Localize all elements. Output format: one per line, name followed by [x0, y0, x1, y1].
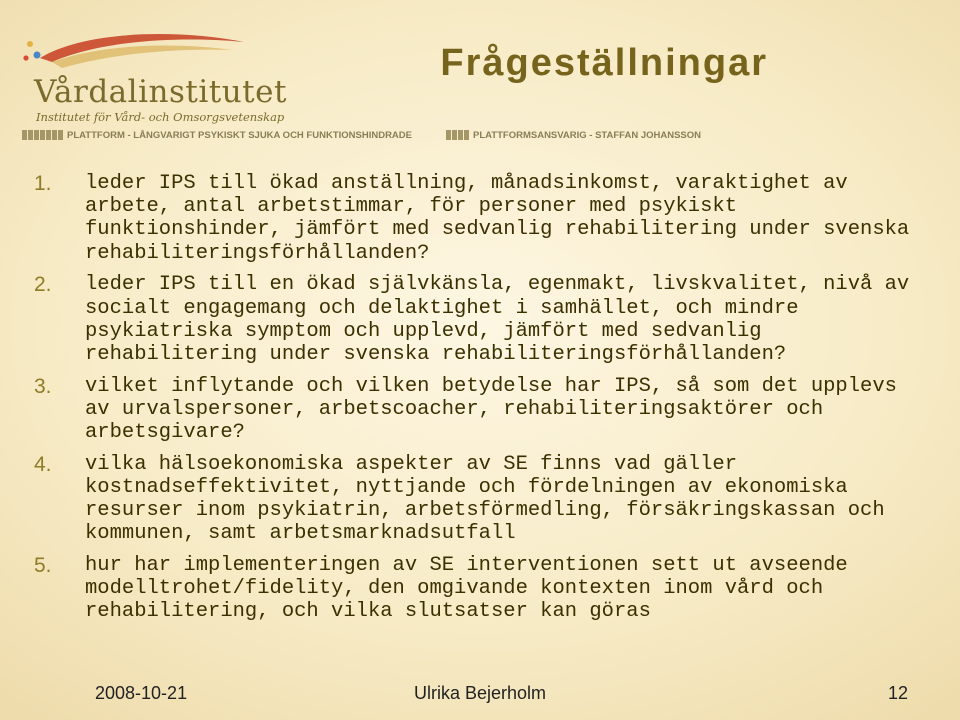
footer-author: Ulrika Bejerholm — [413, 683, 547, 703]
vardalinstitutet-logo — [22, 28, 287, 124]
question-text: vilka hälsoekonomiska aspekter av SE finns vad gäller kostnadseffektivitet, nyttjande och fördelningen av ekonomiska resurser inom psykiatrin, arbetsförmedling, försäkringskassan och kommunen, samt arbetsmarknadsutfall — [85, 452, 885, 546]
footer-date: 2008-10-21 — [95, 683, 188, 703]
banner-right — [446, 128, 736, 142]
question-number: 5. — [34, 554, 52, 578]
banner-left — [22, 128, 422, 142]
logo-subtitle: Institutet för Vård- och Omsorgsvetenskap — [36, 110, 285, 124]
question-text: hur har implementeringen av SE interventionen sett ut avseende modelltrohet/fidelity, den omgivande kontexten inom vård och rehabilitering, och vilka slutsatser kan göras — [85, 554, 848, 624]
question-item — [34, 273, 924, 366]
question-list — [34, 172, 924, 632]
question-item — [34, 172, 924, 265]
banner-squares-icon — [446, 130, 469, 140]
question-number: 3. — [34, 374, 52, 398]
slide-title: Frågeställningar — [440, 42, 768, 84]
question-text: vilket inflytande och vilken betydelse har IPS, så som det upplevs av urvalspersoner, arbetscoacher, rehabiliteringsaktörer och arbetsgivare? — [85, 374, 897, 445]
question-number: 2. — [34, 273, 52, 297]
question-text: leder IPS till en ökad självkänsla, egenmakt, livskvalitet, nivå av socialt engagemang och delaktighet i samhället, och mindre psykiatriska symptom och upplevd, jämfört med sedvanlig rehabilitering under svenska rehabiliteringsförhållanden? — [85, 273, 910, 366]
question-item — [34, 453, 924, 546]
banner-squares-icon — [22, 130, 63, 140]
question-text: leder IPS till ökad anställning, månadsinkomst, varaktighet av arbete, antal arbetstimmar, för personer med psykiskt funktionshinder, jämfört med sedvanlig rehabilitering under svenska rehabiliteringsförhållanden? — [85, 172, 910, 265]
page-number: 12 — [887, 683, 908, 703]
banner-right-text: PLATTFORMSANSVARIG - STAFFAN JOHANSSON — [473, 129, 701, 141]
slide-header — [0, 0, 960, 145]
question-item — [34, 375, 924, 445]
question-number: 4. — [34, 452, 52, 476]
logo-name: Vårdalinstitutet — [34, 74, 287, 110]
banner-left-text: PLATTFORM - LÅNGVARIGT PSYKISKT SJUKA OCH FUNKTIONSHINDRADE — [67, 129, 412, 141]
question-number: 1. — [34, 172, 52, 195]
question-item — [34, 554, 924, 624]
